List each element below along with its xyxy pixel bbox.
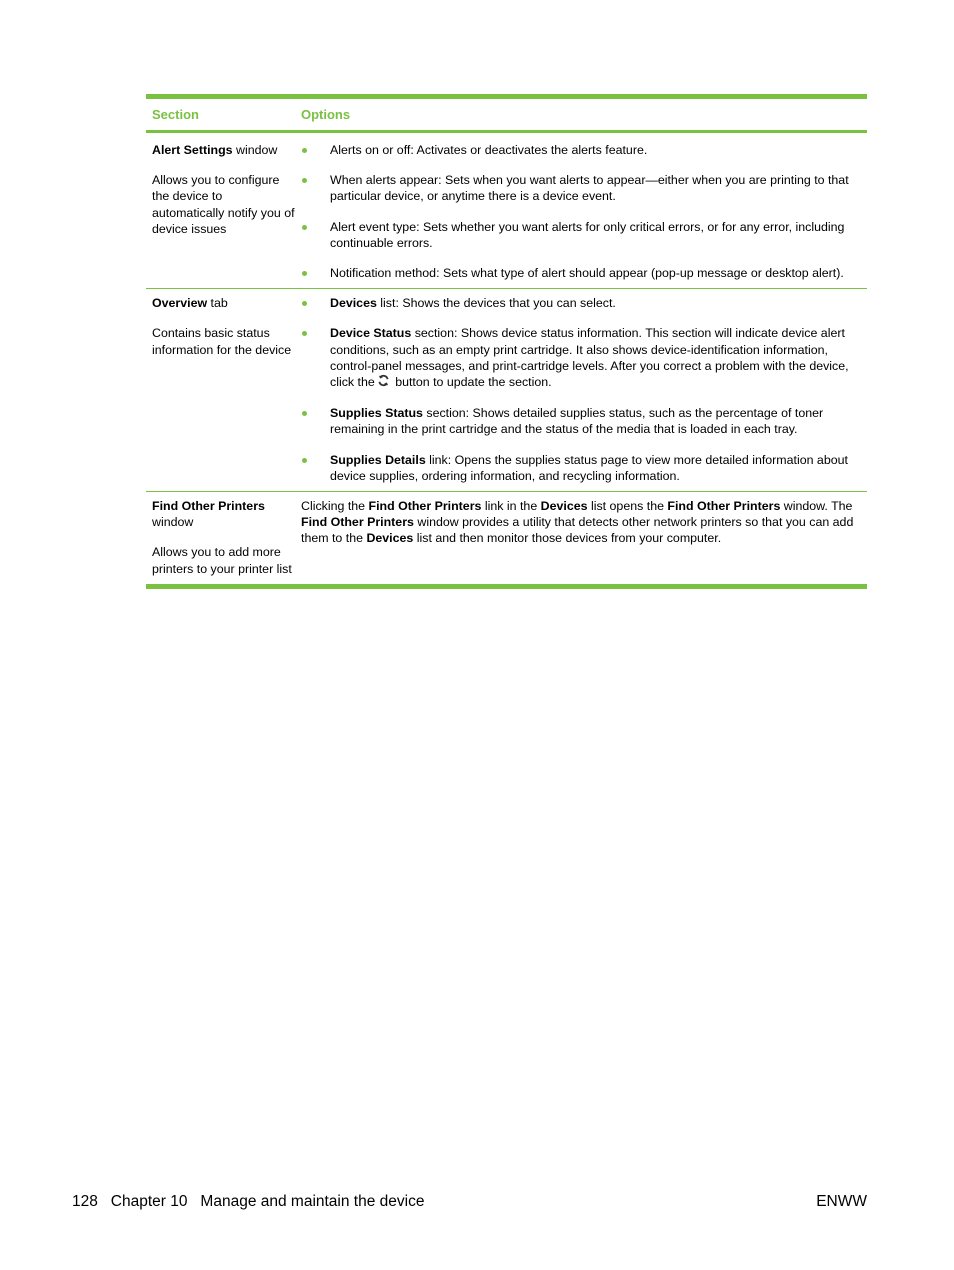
bullet-dot-icon [302, 178, 307, 183]
list-item: When alerts appear: Sets when you want alerts to appear—either when you are printing to that particular device, or anytime there is a device event. [301, 172, 863, 204]
list-item: Supplies Details link: Opens the supplies status page to view more detailed information about device supplies, ordering information, and recycling information. [301, 452, 863, 484]
list-item: Alert event type: Sets whether you want alerts for only critical errors, or for any error, including continuable errors. [301, 219, 863, 251]
page-footer-left [72, 1193, 424, 1211]
list-item: Devices list: Shows the devices that you can select. [301, 295, 863, 311]
bullet-dot-icon [302, 411, 307, 416]
section-title: Find Other Printers window [152, 499, 265, 530]
list-item: Device Status section: Shows device status information. This section will indicate device alert conditions, such as an empty print cartridge. It also shows device-identification information, control-panel messages, and print-cartridge levels. After you correct a problem with the device, click the button to update the section. [301, 325, 863, 391]
page-number: 128 [72, 1193, 98, 1210]
options-cell [301, 142, 867, 281]
refresh-icon [377, 374, 390, 391]
section-title: Overview tab [152, 296, 228, 311]
bullet-dot-icon [302, 271, 307, 276]
section-cell [146, 142, 301, 281]
list-item: Alerts on or off: Activates or deactivates the alerts feature. [301, 142, 863, 158]
options-list [301, 142, 863, 281]
header-options: Options [301, 107, 351, 122]
table-header [146, 99, 867, 133]
list-item: Notification method: Sets what type of alert should appear (pop-up message or desktop alert). [301, 265, 863, 281]
bullet-dot-icon [302, 301, 307, 306]
options-table [146, 94, 867, 589]
section-title: Alert Settings window [152, 143, 278, 157]
table-row-alert-settings [146, 133, 867, 289]
page-footer-right: ENWW [816, 1193, 867, 1210]
table-row-find-other-printers [146, 492, 867, 584]
table-row-overview [146, 289, 867, 492]
header-section: Section [152, 107, 199, 122]
bullet-dot-icon [302, 225, 307, 230]
options-list [301, 295, 863, 484]
bullet-dot-icon [302, 331, 307, 336]
options-cell [301, 498, 867, 577]
section-description: Allows you to configure the device to automatically notify you of device issues [152, 173, 295, 236]
options-paragraph: Clicking the Find Other Printers link in the Devices list opens the Find Other Printers window. The Find Other Printers window provides a utility that detects other network printers so that you can add them to the Devices list and then monitor those devices from your computer. [301, 499, 854, 546]
options-cell [301, 295, 867, 484]
section-description: Contains basic status information for the device [152, 326, 292, 357]
chapter-title: Manage and maintain the device [200, 1193, 425, 1210]
section-cell [146, 295, 301, 484]
list-item: Supplies Status section: Shows detailed supplies status, such as the percentage of toner remaining in the print cartridge and the status of the media that is loaded in each tray. [301, 405, 863, 437]
bullet-dot-icon [302, 148, 307, 153]
section-description: Allows you to add more printers to your printer list [152, 545, 292, 576]
section-cell [146, 498, 301, 577]
bullet-dot-icon [302, 458, 307, 463]
chapter-label: Chapter 10 [110, 1193, 188, 1210]
